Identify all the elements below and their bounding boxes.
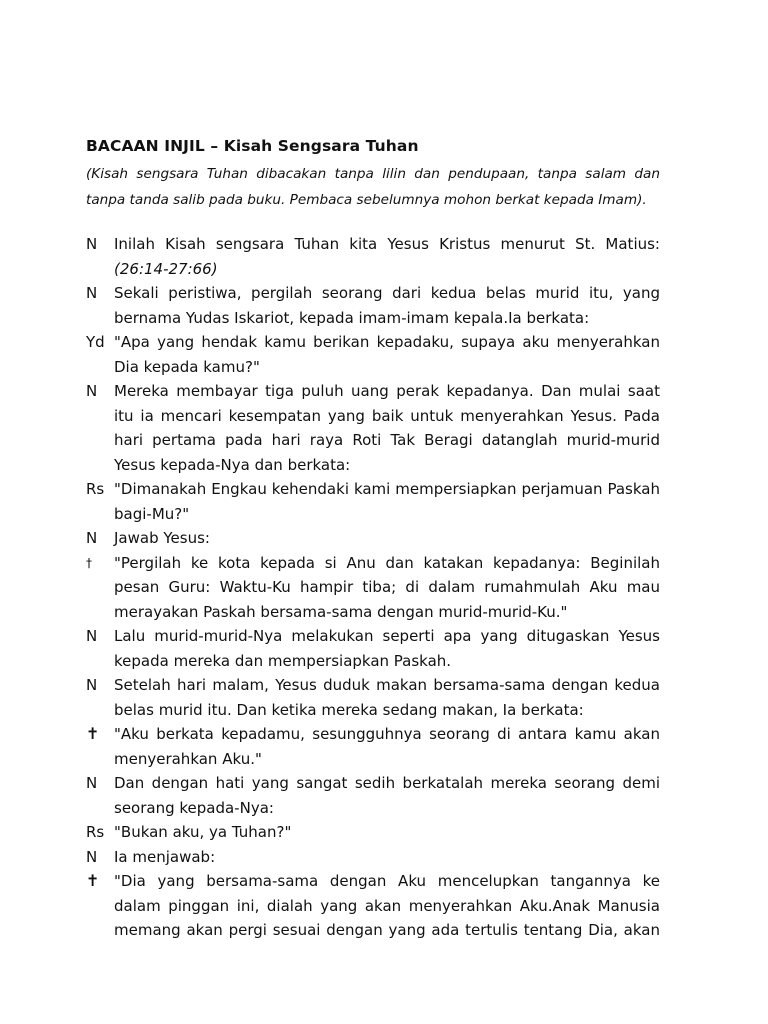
reading-line [86,330,660,379]
reading-text [114,232,660,281]
speaker-label: N [86,382,98,400]
reading-text: "Bukan aku, ya Tuhan?" [114,823,292,841]
reading-text: "Apa yang hendak kamu berikan kepadaku, supaya aku menyerahkan Dia kepada kamu?" [114,333,660,376]
scripture-reference: (26:14-27:66) [114,259,218,278]
reading-text-content: Inilah Kisah sengsara Tuhan kita Yesus Kristus menurut St. Matius: [114,235,660,253]
speaker-label: N [86,774,98,792]
reading-line [86,379,660,477]
reading-text: Dan dengan hati yang sangat sedih berkatalah mereka seorang demi seorang kepada-Nya: [114,774,660,817]
cross-icon: ✝ [86,724,100,743]
reading-body [86,232,660,943]
speaker-label: N [86,676,98,694]
speaker-label: Rs [86,823,105,841]
reading-line [86,232,660,281]
cross-icon: ✝ [86,871,100,890]
reading-text: Lalu murid-murid-Nya melakukan seperti apa yang ditugaskan Yesus kepada mereka dan mempersiapkan Paskah. [114,627,660,670]
reading-line [86,477,660,526]
dagger-icon: † [86,555,92,570]
reading-text: Ia menjawab: [114,847,216,866]
speaker-label: N [86,627,98,645]
reading-text: Sekali peristiwa, pergilah seorang dari kedua belas murid itu, yang bernama Yudas Iskariot, kepada imam-imam kepala.Ia berkata: [114,284,660,327]
reading-line [86,820,660,845]
reading-text: Jawab Yesus: [114,529,210,547]
reading-line [86,281,660,330]
page-title: BACAAN INJIL – Kisah Sengsara Tuhan [86,137,419,155]
reading-line [86,722,660,771]
reading-line [86,624,660,673]
reading-line [86,771,660,820]
speaker-label: N [86,235,98,253]
reading-instructions: (Kisah sengsara Tuhan dibacakan tanpa lilin dan pendupaan, tanpa salam dan tanpa tanda salib pada buku. Pembaca sebelumnya mohon berkat kepada Imam). [86,166,660,208]
reading-text: "Dimanakah Engkau kehendaki kami mempersiapkan perjamuan Paskah bagi-Mu?" [114,480,660,523]
reading-line [86,673,660,722]
speaker-label: N [86,284,98,302]
reading-text: Setelah hari malam, Yesus duduk makan bersama-sama dengan kedua belas murid itu. Dan ketika mereka sedang makan, Ia berkata: [114,676,660,719]
reading-line [86,869,660,943]
speaker-label: Rs [86,480,105,498]
speaker-label: Yd [86,333,105,351]
reading-line [86,526,660,551]
speaker-label: N [86,847,98,866]
reading-text: "Aku berkata kepadamu, sesungguhnya seorang di antara kamu akan menyerahkan Aku." [114,725,660,768]
speaker-label: N [86,529,98,547]
reading-line [86,551,660,625]
reading-text: "Pergilah ke kota kepada si Anu dan katakan kepadanya: Beginilah pesan Guru: Waktu-Ku hampir tiba; di dalam rumahmulah Aku mau merayakan Paskah bersama-sama dengan murid-murid-Ku." [114,553,660,621]
reading-text: Mereka membayar tiga puluh uang perak kepadanya. Dan mulai saat itu ia mencari kesempatan yang baik untuk menyerahkan Yesus. Pada hari pertama pada hari raya Roti Tak Beragi datanglah murid-murid Yesus kepada-Nya dan berkata: [114,382,660,474]
reading-text: "Dia yang bersama-sama dengan Aku mencelupkan tangannya ke dalam pinggan ini, dialah yang akan menyerahkan Aku.Anak Manusia memang akan pergi sesuai dengan yang ada tertulis tentang Dia, akan [114,872,660,939]
reading-line [86,845,660,870]
